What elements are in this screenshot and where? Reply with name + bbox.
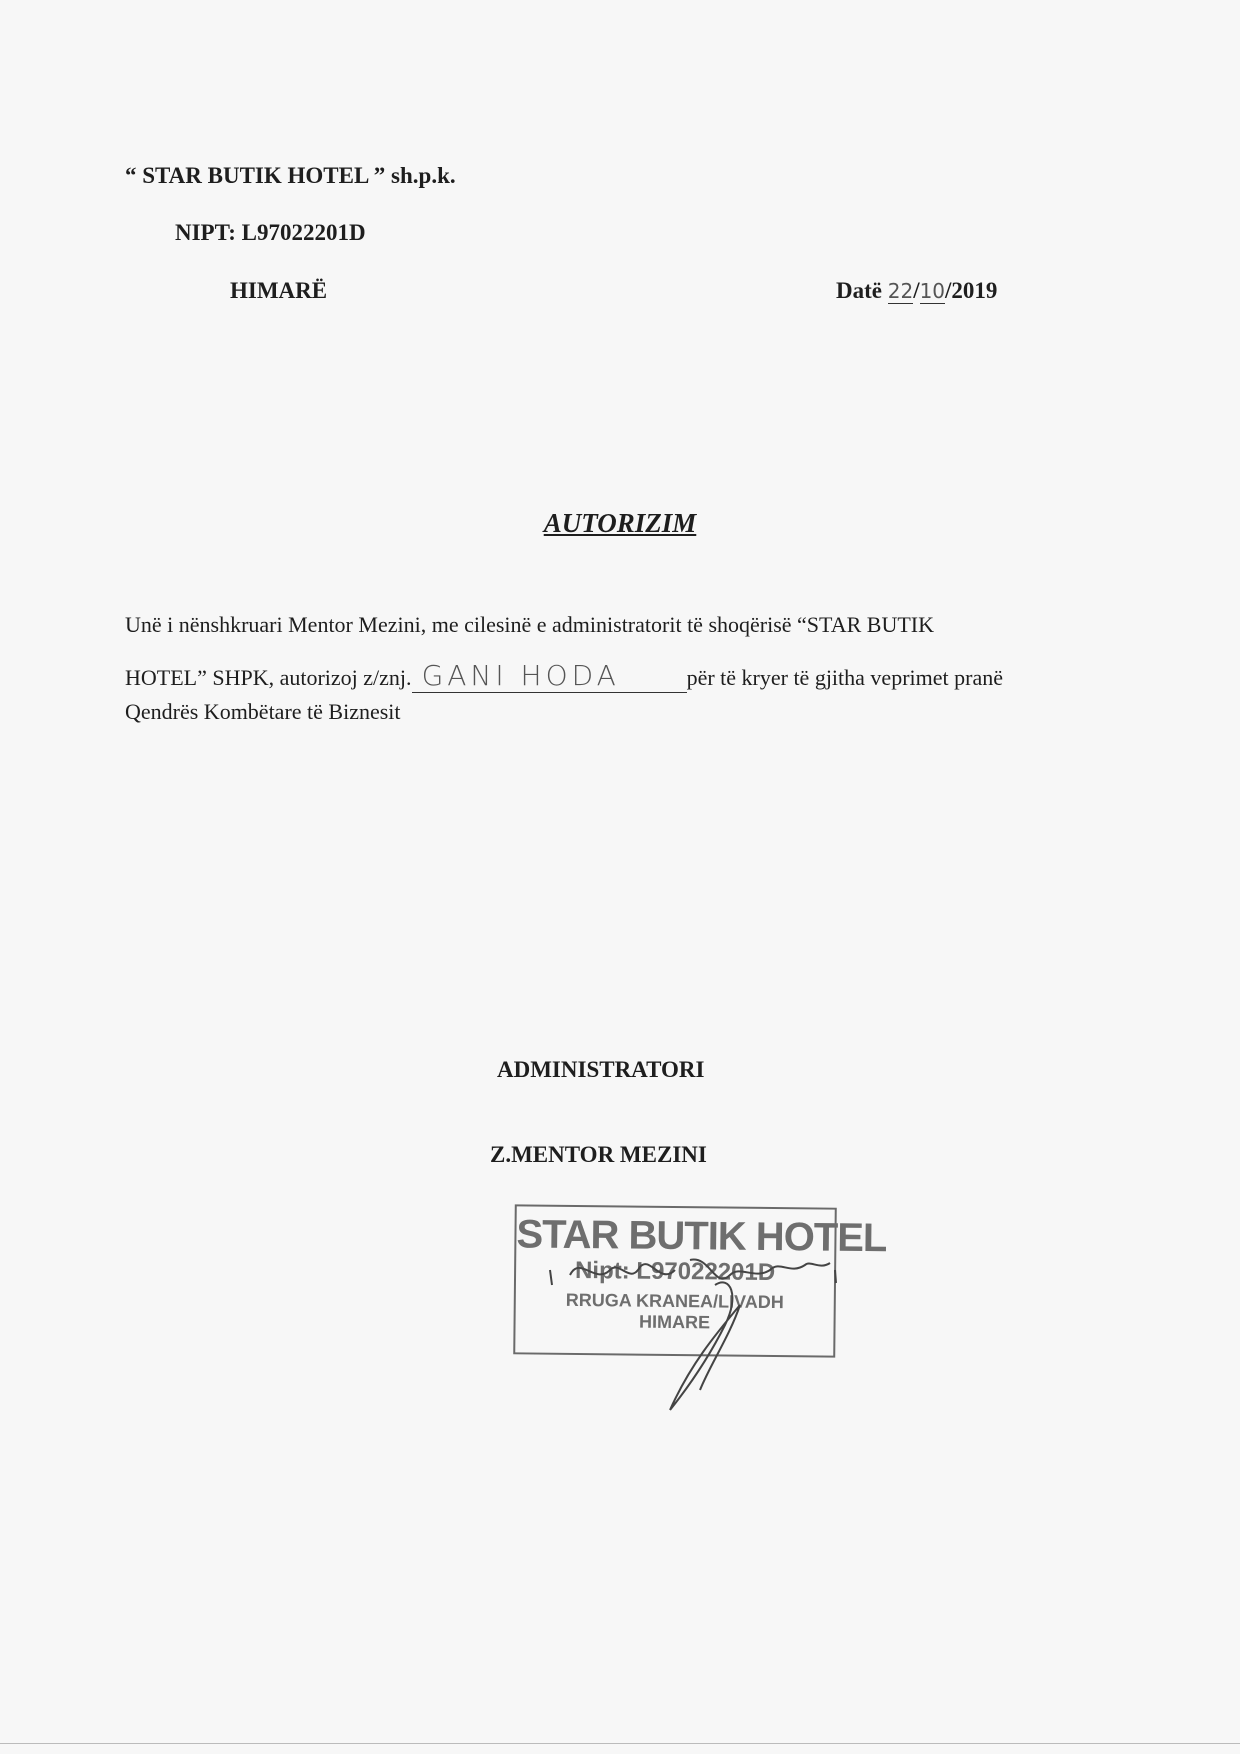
- document-title: AUTORIZIM: [543, 508, 697, 538]
- page-edge: [0, 1743, 1240, 1744]
- body-line-1: Unë i nënshkruari Mentor Mezini, me cilesinë e administratorit të shoqërisë “STAR BUTIK: [125, 612, 934, 637]
- signature-scribble-icon: [540, 1215, 860, 1415]
- body-line-2-end: për të kryer të gjitha veprimet pranë: [686, 665, 1003, 690]
- handwritten-signature: [540, 1215, 860, 1420]
- stamp-line-3: RRUGA KRANEA/LIVADH: [565, 1289, 784, 1313]
- city: HIMARË: [230, 278, 328, 303]
- stamp-line-1: STAR BUTIK HOTEL: [516, 1212, 887, 1261]
- company-name: “ STAR BUTIK HOTEL ” sh.p.k.: [125, 163, 456, 188]
- body-line-3: Qendrës Kombëtare të Biznesit: [125, 699, 401, 724]
- nipt-number: NIPT: L97022201D: [175, 220, 366, 245]
- signatory-role: ADMINISTRATORI: [497, 1057, 705, 1082]
- authorized-person-handwritten: GANI HODA: [412, 659, 687, 693]
- signatory-name: Z.MENTOR MEZINI: [490, 1142, 707, 1167]
- date: Datë 22/10/2019: [836, 278, 998, 303]
- stamp-line-2: Nipt: L97022201D: [574, 1256, 776, 1287]
- body-line-2-start: HOTEL” SHPK, autorizoj z/znj.: [125, 665, 412, 690]
- body-line-2: [125, 659, 1003, 693]
- date-month: 10: [919, 279, 946, 303]
- date-label: Datë: [836, 278, 882, 303]
- date-day: 22: [887, 279, 914, 303]
- date-year: 2019: [951, 278, 998, 303]
- stamp-line-4: HIMARE: [638, 1311, 711, 1333]
